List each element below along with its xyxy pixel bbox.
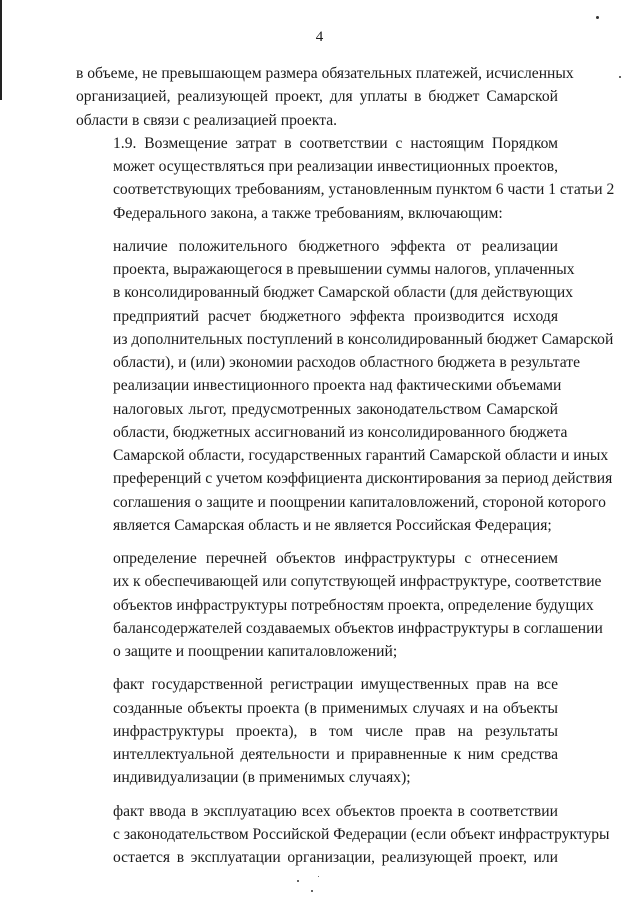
scan-speck bbox=[596, 16, 599, 19]
text-line: созданные объекты проекта (в применимых случаях и на объекты bbox=[113, 699, 558, 717]
text-line: их к обеспечивающей или сопутствующей инфраструктуре, соответствие bbox=[113, 573, 602, 591]
scan-speck bbox=[619, 76, 621, 78]
text-line: наличие положительного бюджетного эффекта от реализации bbox=[113, 237, 558, 255]
text-line: области в связи с реализацией проекта. bbox=[76, 111, 338, 129]
scan-speck bbox=[311, 890, 313, 892]
document-body bbox=[76, 62, 615, 869]
text-line: в объеме, не превышающем размера обязательных платежей, исчисленных bbox=[76, 65, 574, 82]
text-line: соответствующих требованиям, установленным пунктом 6 части 1 статьи 2 bbox=[113, 181, 615, 199]
text-line: интеллектуальной деятельности и приравненные к ним средства bbox=[113, 746, 558, 763]
paragraph-2 bbox=[76, 132, 615, 225]
text-line: балансодержателей создаваемых объектов инфраструктуры в соглашении bbox=[113, 619, 603, 637]
text-line: Федерального закона, а также требованиям, включающим: bbox=[113, 204, 503, 222]
paragraph-1 bbox=[76, 62, 574, 132]
text-line: из дополнительных поступлений в консолидированный бюджет Самарской bbox=[113, 330, 614, 348]
text-line: остается в эксплуатации организации, реализующей проект, или bbox=[113, 849, 558, 866]
text-line: предприятий расчет бюджетного эффекта производится исходя bbox=[113, 307, 558, 325]
paragraph-5 bbox=[76, 673, 558, 789]
text-line: факт ввода в эксплуатацию всех объектов проекта в соответствии bbox=[113, 802, 558, 820]
text-line: 1.9. Возмещение затрат в соответствии с настоящим Порядком bbox=[113, 134, 558, 152]
text-line: Самарской области, государственных гарантий Самарской области и иных bbox=[113, 447, 609, 464]
text-line: области), и (или) экономии расходов областного бюджета в результате bbox=[113, 354, 581, 371]
text-line: факт государственной регистрации имущественных прав на все bbox=[113, 676, 558, 694]
page-number: 4 bbox=[315, 29, 324, 45]
text-line: соглашения о защите и поощрении капиталовложений, стороной которого bbox=[113, 493, 606, 511]
scan-edge-shadow bbox=[0, 0, 2, 100]
text-line: организацией, реализующей проект, для уплаты в бюджет Самарской bbox=[76, 88, 558, 106]
text-line: инфраструктуры проекта), в том числе прав на результаты bbox=[113, 722, 558, 740]
paragraph-3 bbox=[76, 235, 614, 537]
text-line: определение перечней объектов инфраструктуры с отнесением bbox=[113, 550, 558, 567]
text-line: области, бюджетных ассигнований из консолидированного бюджета bbox=[113, 423, 568, 441]
text-line: индивидуализации (в применимых случаях); bbox=[113, 769, 411, 787]
text-line: является Самарская область и не является Российская Федерация; bbox=[113, 516, 552, 534]
text-line: объектов инфраструктуры потребностям проекта, определение будущих bbox=[113, 596, 594, 614]
scan-speck bbox=[318, 876, 319, 877]
text-line: преференций с учетом коэффициента дисконтирования за период действия bbox=[113, 470, 613, 488]
scan-speck bbox=[297, 880, 299, 882]
text-line: о защите и поощрении капиталовложений; bbox=[113, 643, 398, 660]
text-line: проекта, выражающегося в превышении суммы налогов, уплаченных bbox=[113, 261, 575, 278]
paragraph-4 bbox=[76, 547, 603, 663]
text-line: в консолидированный бюджет Самарской области (для действующих bbox=[113, 284, 574, 302]
text-line: реализации инвестиционного проекта над фактическими объемами bbox=[113, 377, 562, 395]
text-line: налоговых льгот, предусмотренных законодательством Самарской bbox=[113, 400, 558, 418]
text-line: может осуществляться при реализации инвестиционных проектов, bbox=[113, 158, 558, 175]
paragraph-6 bbox=[76, 800, 610, 870]
text-line: с законодательством Российской Федерации (если объект инфраструктуры bbox=[113, 825, 610, 843]
